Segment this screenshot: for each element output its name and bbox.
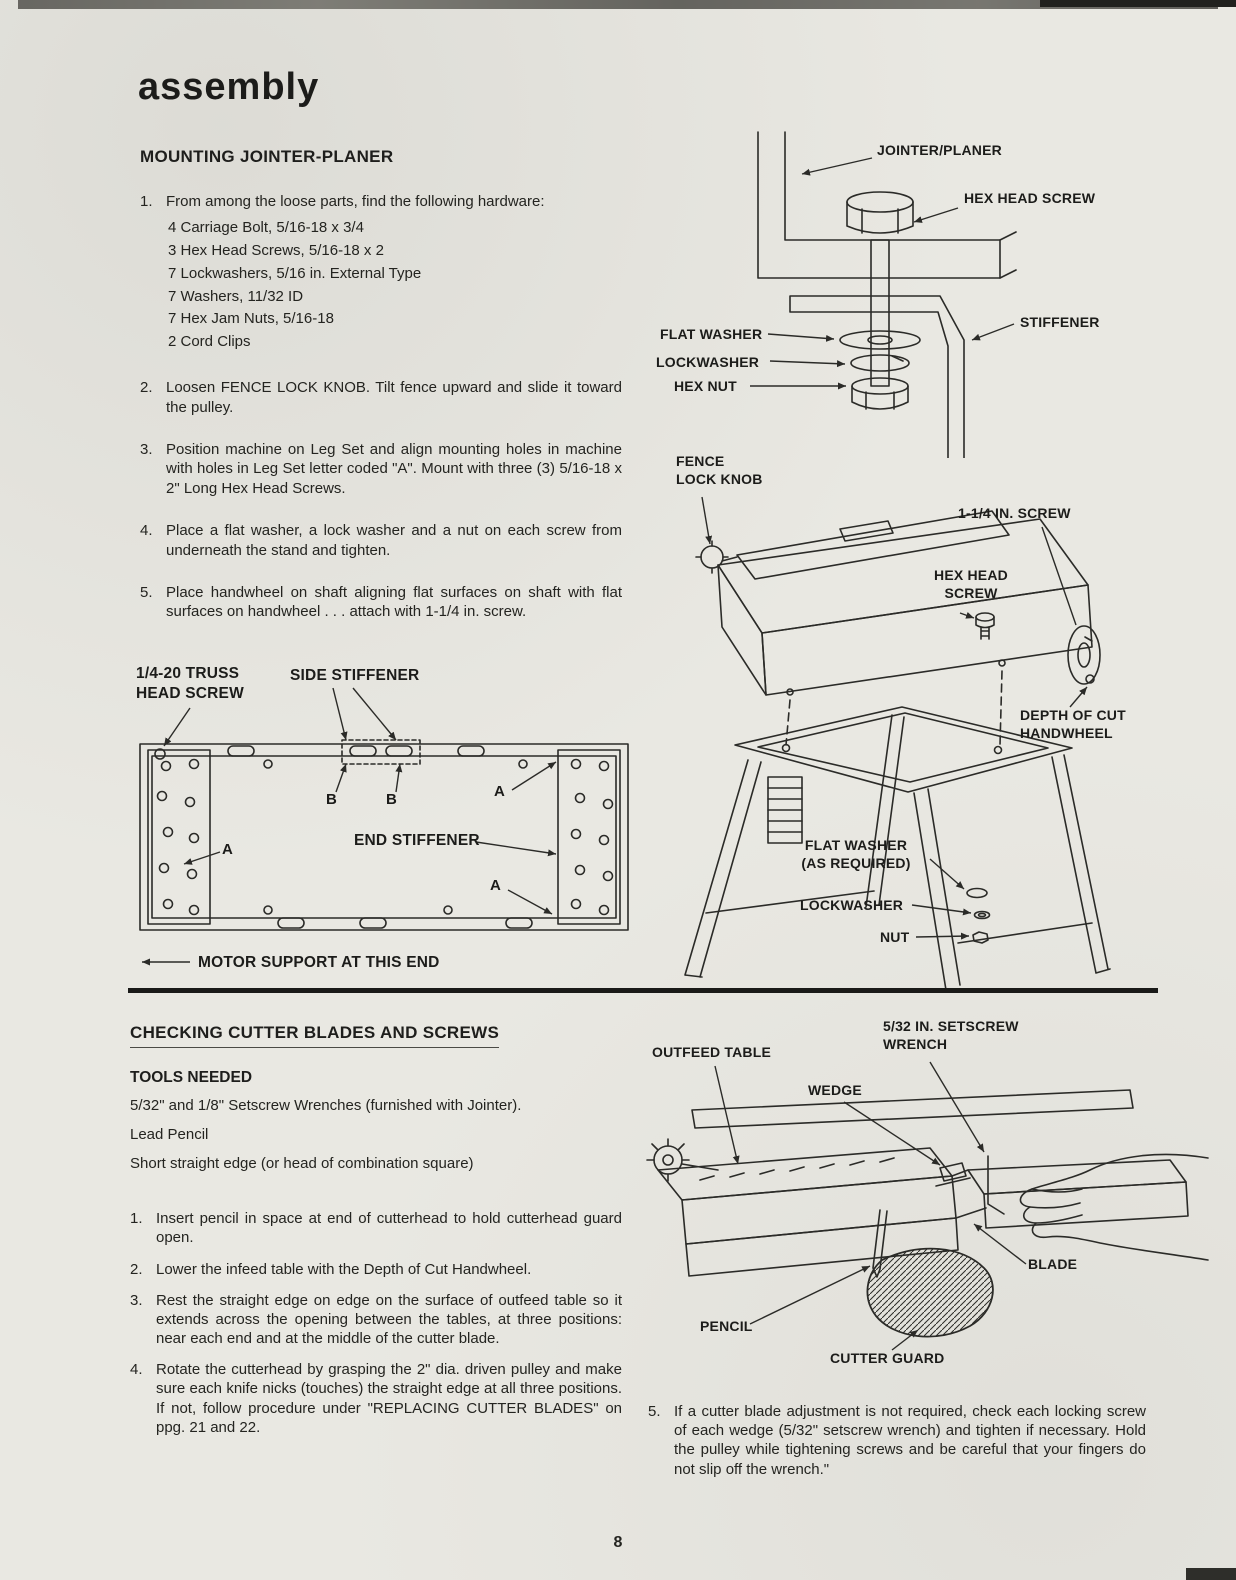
- mounting-step-3: [140, 440, 622, 499]
- hardware-item: 7 Washers, 11/32 ID: [168, 287, 304, 305]
- label-outfeed-table: OUTFEED TABLE: [652, 1044, 772, 1060]
- mounting-step-5: [140, 583, 622, 623]
- lockwasher-drawing: [851, 355, 909, 371]
- tools-list: [130, 1096, 622, 1174]
- label-flat-washer-as-required: FLAT WASHER (AS REQUIRED): [801, 837, 911, 871]
- label-truss-head-screw: 1/4-20 TRUSS HEAD SCREW: [136, 665, 244, 702]
- hand-drawing: [1020, 1154, 1208, 1260]
- label-letter-a-3: A: [490, 877, 502, 894]
- label-hex-head-screw: HEX HEAD SCREW: [934, 567, 1008, 601]
- mounting-heading: MOUNTING JOINTER-PLANER: [140, 147, 394, 166]
- cutter-guard-drawing: [867, 1249, 992, 1337]
- jointer-tables-drawing: [647, 1090, 1188, 1276]
- flat-washer-drawing: [840, 331, 920, 349]
- checking-section: [130, 1022, 622, 1449]
- step-number: 4.: [130, 1361, 143, 1379]
- label-1-1-4-in-screw: 1-1/4 IN. SCREW: [958, 505, 1071, 521]
- scan-artifact-top-right: [1040, 0, 1236, 7]
- tool-item: Lead Pencil: [130, 1125, 209, 1143]
- hex-head-screw-drawing: [847, 192, 913, 386]
- label-blade: BLADE: [1028, 1256, 1078, 1272]
- label-wedge: WEDGE: [808, 1082, 862, 1098]
- fastener-exploded-diagram: [640, 128, 1210, 458]
- label-flat-washer: FLAT WASHER: [660, 326, 763, 342]
- step-number: 1.: [140, 193, 153, 211]
- label-letter-a-2: A: [222, 841, 234, 858]
- mounting-step-2: [140, 378, 622, 418]
- label-hex-nut: HEX NUT: [674, 378, 737, 394]
- stiffener-plate-diagram: [128, 664, 640, 986]
- label-fence-lock-knob: FENCE LOCK KNOB: [676, 453, 763, 487]
- jointer-body-drawing: [696, 511, 1092, 695]
- checking-step-5-block: [648, 1402, 1146, 1501]
- tools-needed-heading: TOOLS NEEDED: [130, 1068, 253, 1086]
- step-number: 5.: [140, 583, 153, 601]
- label-hex-head-screw: HEX HEAD SCREW: [964, 190, 1096, 206]
- scan-artifact-top: [18, 0, 1218, 9]
- leg-stand-diagram: [640, 445, 1210, 990]
- step-text: Loosen FENCE LOCK KNOB. Tilt fence upward and slide it toward the pulley.: [166, 379, 622, 416]
- label-lockwasher: LOCKWASHER: [656, 354, 760, 370]
- step-number: 5.: [648, 1403, 661, 1420]
- hex-nut-drawing: [852, 378, 908, 409]
- fastener-exploded-drawing: [640, 128, 1210, 458]
- step-number: 3.: [140, 440, 153, 458]
- hardware-item: 7 Lockwashers, 5/16 in. External Type: [168, 264, 422, 282]
- label-jointer-planer: JOINTER/PLANER: [877, 142, 1002, 158]
- checking-step-2: [130, 1260, 622, 1279]
- fastener-stack-drawing: [967, 889, 990, 944]
- step-text: Lower the infeed table with the Depth of Cut Handwheel.: [156, 1260, 532, 1278]
- hardware-item: 3 Hex Head Screws, 5/16-18 x 2: [168, 242, 384, 260]
- scan-artifact-bottom-right: [1186, 1568, 1236, 1580]
- step-text: Rotate the cutterhead by grasping the 2" dia. driven pulley and make sure each knife nicks (touches) the straight edge at all three positions. If not, follow procedure under "REPLACING CUTTER BLADES" on ppg. 21 and 22.: [156, 1361, 622, 1436]
- checking-step-4: [130, 1360, 622, 1437]
- label-end-stiffener: END STIFFENER: [354, 832, 480, 849]
- step-text: Place a flat washer, a lock washer and a nut on each screw from underneath the stand and tighten.: [166, 522, 622, 559]
- hardware-list: [168, 218, 622, 352]
- hardware-item: 4 Carriage Bolt, 5/16-18 x 3/4: [168, 219, 364, 237]
- label-motor-support: MOTOR SUPPORT AT THIS END: [198, 954, 440, 971]
- label-side-stiffener: SIDE STIFFENER: [290, 667, 420, 684]
- step-text: If a cutter blade adjustment is not required, check each locking screw of each wedge (5/32" setscrew wrench) and tighten if necessary. Hold the pulley while tightening screws and be careful that your fingers do not slip off the wrench.": [674, 1403, 1146, 1478]
- setscrew-wrench-drawing: [988, 1156, 1004, 1214]
- mounting-section: [140, 146, 622, 644]
- hex-screw-small-drawing: [976, 613, 994, 639]
- step-number: 1.: [130, 1210, 143, 1228]
- page-number: 8: [613, 1534, 623, 1551]
- label-depth-of-cut-handwheel: DEPTH OF CUT HANDWHEEL: [1020, 707, 1126, 741]
- label-lockwasher: LOCKWASHER: [800, 897, 904, 913]
- checking-step-1: [130, 1209, 622, 1247]
- step-number: 3.: [130, 1291, 143, 1309]
- step-text: Insert pencil in space at end of cutterhead to hold cutterhead guard open.: [156, 1210, 622, 1247]
- label-stiffener: STIFFENER: [1020, 314, 1100, 330]
- hardware-item: 7 Hex Jam Nuts, 5/16-18: [168, 310, 334, 328]
- label-letter-b-2: B: [386, 791, 398, 808]
- step-text: Rest the straight edge on edge on the surface of outfeed table so it extends across the opening between the tables, at three positions: near each end and at the middle of the cutter blade.: [156, 1291, 622, 1348]
- label-letter-a-1: A: [494, 783, 506, 800]
- stiffener-plate-drawing: [128, 664, 640, 986]
- leader-lines: [142, 688, 556, 962]
- label-setscrew-wrench: 5/32 IN. SETSCREW WRENCH: [883, 1018, 1019, 1052]
- tool-item: Short straight edge (or head of combination square): [130, 1154, 474, 1172]
- label-letter-b-1: B: [326, 791, 338, 808]
- step-number: 4.: [140, 522, 153, 539]
- hardware-item: 2 Cord Clips: [168, 333, 251, 351]
- label-nut: NUT: [880, 929, 910, 945]
- depth-handwheel-drawing: [1068, 626, 1100, 684]
- page-title: assembly: [138, 66, 320, 108]
- tool-item: 5/32" and 1/8" Setscrew Wrenches (furnished with Jointer).: [130, 1096, 522, 1114]
- checking-heading: CHECKING CUTTER BLADES AND SCREWS: [130, 1022, 499, 1048]
- checking-step-5: [648, 1402, 1146, 1479]
- step-text: Place handwheel on shaft aligning flat surfaces on shaft with flat surfaces on handwheel . . . attach with 1-1/4 in. screw.: [166, 583, 622, 621]
- mounting-step-1: [140, 192, 622, 212]
- mounting-step-4: [140, 521, 622, 561]
- label-cutter-guard: CUTTER GUARD: [830, 1350, 945, 1366]
- checking-step-3: [130, 1291, 622, 1349]
- step-number: 2.: [130, 1260, 143, 1278]
- step-number: 2.: [140, 379, 153, 397]
- label-pencil: PENCIL: [700, 1318, 753, 1334]
- section-divider: [128, 988, 1158, 993]
- step-text: Position machine on Leg Set and align mounting holes in machine with holes in Leg Set letter coded "A". Mount with three (3) 5/16-18 x 2" Long Hex Head Screws.: [166, 440, 622, 498]
- stiffener-drawing: [790, 296, 964, 458]
- blade-check-diagram: [630, 1018, 1210, 1386]
- step-text: From among the loose parts, find the following hardware:: [166, 193, 545, 211]
